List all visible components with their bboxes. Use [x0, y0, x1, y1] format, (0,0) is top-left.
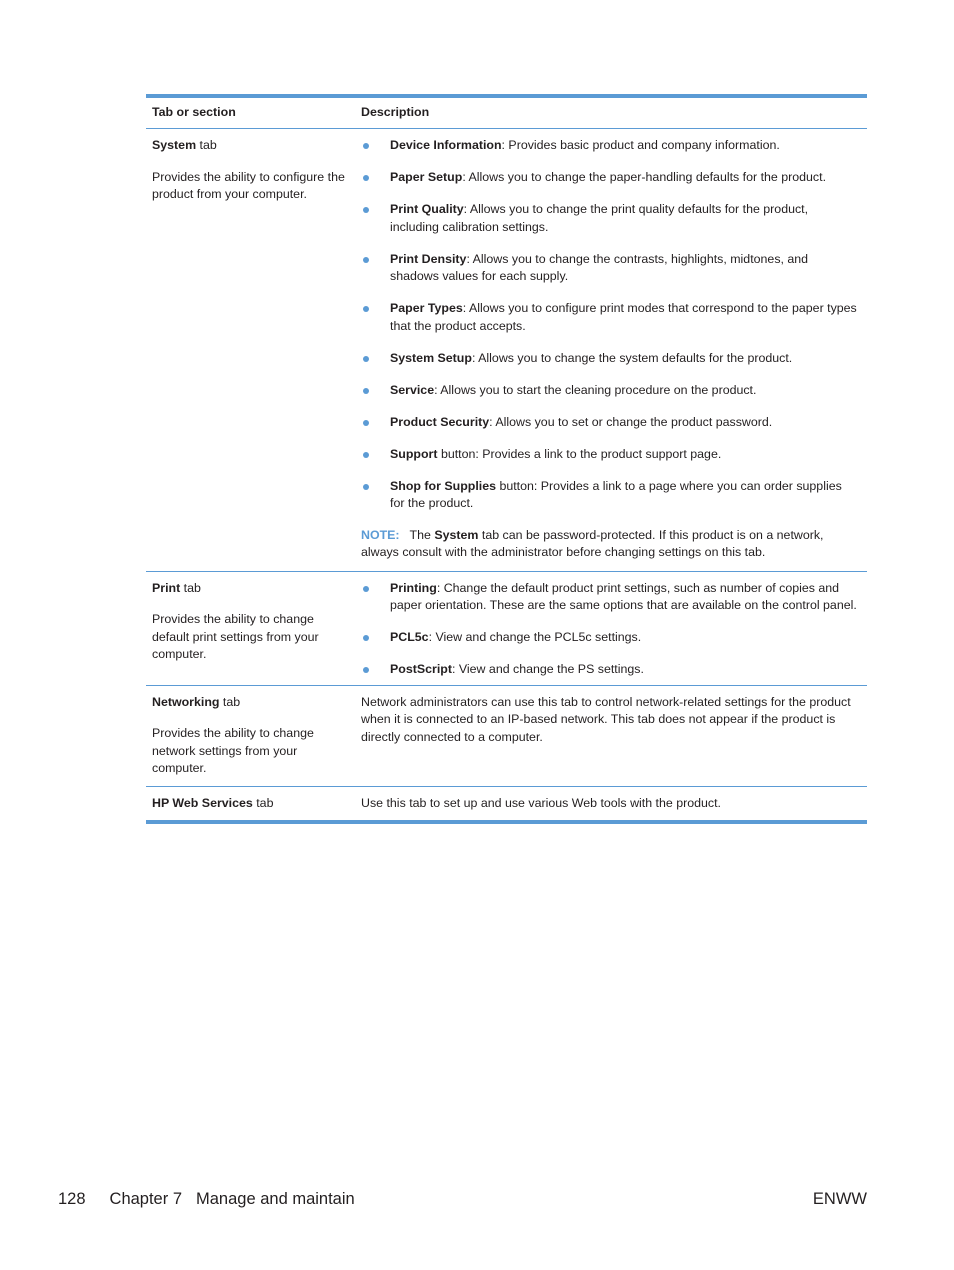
bullet-icon — [363, 175, 369, 181]
table-row-print — [146, 571, 867, 685]
section-name: System tab — [152, 138, 217, 152]
bullet-icon — [363, 667, 369, 673]
system-feature-list — [361, 137, 859, 513]
list-item: PCL5c: View and change the PCL5c settings. — [361, 629, 859, 647]
list-item: System Setup: Allows you to change the system defaults for the product. — [361, 350, 859, 368]
list-item: Printing: Change the default product print settings, such as number of copies and paper orientation. These are the same options that are available on the control panel. — [361, 580, 859, 615]
bullet-icon — [363, 586, 369, 592]
bullet-icon — [363, 635, 369, 641]
list-item: Print Density: Allows you to change the contrasts, highlights, midtones, and shadows values for each supply. — [361, 251, 859, 286]
bullet-icon — [363, 207, 369, 213]
list-item: Print Quality: Allows you to change the print quality defaults for the product, including calibration settings. — [361, 201, 859, 236]
bullet-icon — [363, 143, 369, 149]
section-name: HP Web Services tab — [152, 795, 274, 810]
section-description: Provides the ability to configure the product from your computer. — [152, 169, 345, 201]
bullet-icon — [363, 452, 369, 458]
list-item: Shop for Supplies button: Provides a link to a page where you can order supplies for the product. — [361, 478, 859, 513]
networking-description: Network administrators can use this tab to control network-related settings for the product when it is connected to an IP-based network. This tab does not appear if the product is directly connected to a computer. — [361, 694, 851, 744]
bullet-icon — [363, 356, 369, 362]
list-item: Product Security: Allows you to set or change the product password. — [361, 414, 859, 432]
list-item: Support button: Provides a link to the product support page. — [361, 446, 859, 464]
page-number: 128 — [58, 1190, 86, 1208]
bullet-icon — [363, 388, 369, 394]
section-name: Networking tab — [152, 694, 241, 709]
list-item: Device Information: Provides basic product and company information. — [361, 137, 859, 155]
table-row-system — [146, 128, 867, 571]
header-description: Description — [361, 105, 430, 120]
section-description: Provides the ability to change default print settings from your computer. — [152, 612, 319, 661]
list-item: PostScript: View and change the PS settings. — [361, 661, 859, 679]
print-feature-list — [361, 580, 859, 679]
system-note: NOTE: The System tab can be password-protected. If this product is on a network, always consult with the administrator before changing settings on this tab. — [361, 527, 824, 559]
tab-description-table — [146, 94, 867, 824]
bullet-icon — [363, 257, 369, 263]
table-row-hp-web-services — [146, 786, 867, 821]
note-label: NOTE: — [361, 527, 400, 542]
table-row-networking — [146, 685, 867, 786]
bullet-icon — [363, 420, 369, 426]
chapter-title: Manage and maintain — [196, 1190, 355, 1208]
header-tab-or-section: Tab or section — [152, 105, 236, 120]
list-item: Paper Setup: Allows you to change the paper-handling defaults for the product. — [361, 169, 859, 187]
table-header-row — [146, 98, 867, 128]
section-name: Print tab — [152, 580, 201, 595]
list-item: Paper Types: Allows you to configure print modes that correspond to the paper types that the product accepts. — [361, 300, 859, 335]
page-footer — [58, 1188, 867, 1210]
bullet-icon — [363, 306, 369, 312]
footer-locale: ENWW — [812, 1190, 867, 1208]
list-item: Service: Allows you to start the cleaning procedure on the product. — [361, 382, 859, 400]
chapter-label: Chapter 7 — [109, 1190, 182, 1208]
bullet-icon — [363, 484, 369, 490]
section-description: Provides the ability to change network settings from your computer. — [152, 726, 314, 775]
hp-web-services-description: Use this tab to set up and use various Web tools with the product. — [361, 795, 721, 810]
